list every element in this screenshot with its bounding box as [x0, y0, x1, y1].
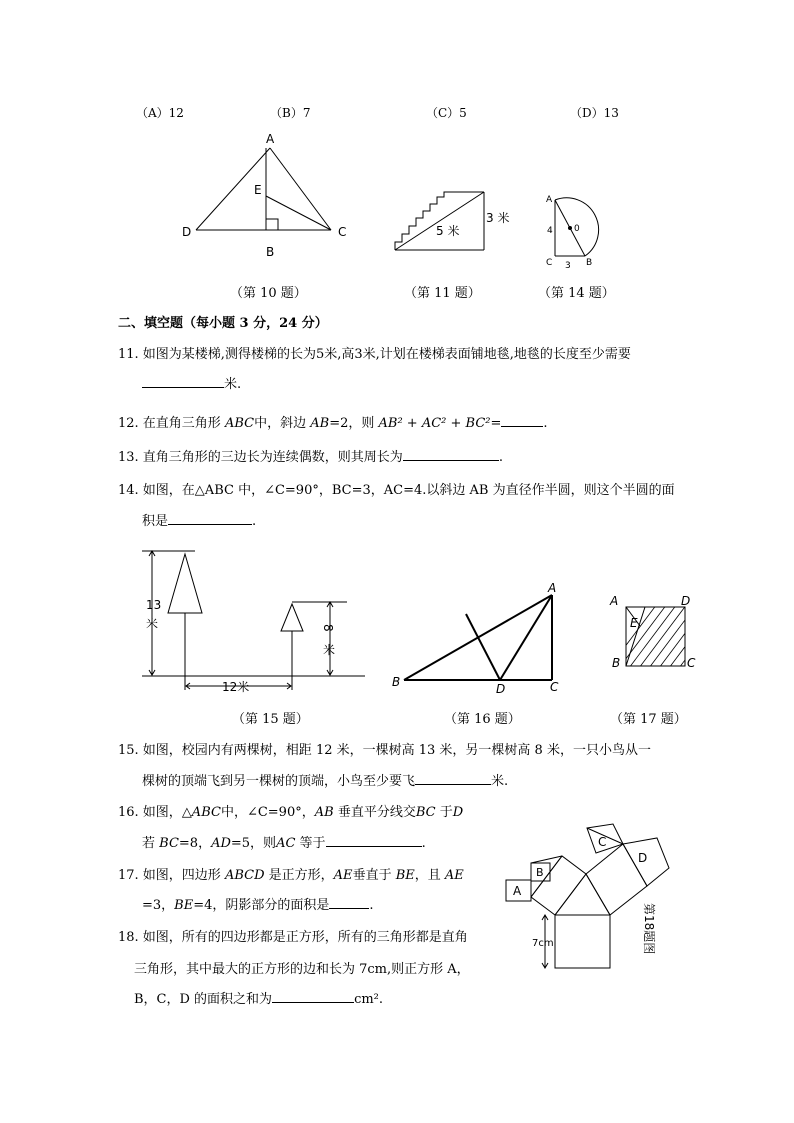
section-title: 二、填空题（每小题 3 分，24 分） — [118, 316, 328, 331]
fig18-label-a: A — [513, 884, 522, 898]
fig15-h8: 8 — [321, 624, 335, 632]
fig14-label-cb: 3 — [565, 261, 571, 271]
fig17-label-d: D — [681, 594, 691, 608]
q17-line2: =3，BE=4，阴影部分的面积是 . — [142, 894, 374, 913]
option-c: （C）5 — [426, 106, 467, 120]
fig16-label-d: D — [496, 682, 506, 696]
option-b: （B）7 — [270, 106, 311, 120]
option-d: （D）13 — [570, 106, 619, 120]
q12-line: 12. 在直角三角形 ABC中，斜边 AB=2，则 AB² + AC² + BC²= . — [118, 412, 548, 431]
q17-line1: 17. 如图，四边形 ABCD 是正方形，AE垂直于 BE，且 AE — [118, 868, 464, 883]
fig14-label-o: 0 — [574, 224, 580, 234]
q11-line2: 米. — [142, 373, 241, 392]
q15-line1: 15. 如图，校园内有两棵树，相距 12 米，一棵树高 13 米，另一棵树高 8 米，一只小鸟从一 — [118, 743, 651, 758]
fig18-label-c: C — [598, 835, 607, 849]
fig10-label-d: D — [182, 225, 192, 239]
caption-16: （第 16 题） — [444, 712, 521, 727]
q16-line2: 若 BC=8，AD=5，则AC 等于 . — [142, 832, 426, 851]
q13-line: 13. 直角三角形的三边长为连续偶数，则其周长为 . — [118, 446, 503, 465]
fig18-label-b: B — [536, 866, 544, 879]
fig16-label-c: C — [550, 680, 559, 694]
fig15-m2: 米 — [323, 643, 336, 657]
caption-15: （第 15 题） — [232, 712, 309, 727]
fig10-label-b: B — [266, 245, 275, 259]
fig10-label-e: E — [254, 183, 262, 197]
q18-line1: 18. 如图，所有的四边形都是正方形，所有的三角形都是直角 — [118, 930, 468, 945]
caption-17: （第 17 题） — [610, 712, 687, 727]
q11-line1: 11. 如图为某楼梯,测得楼梯的长为5米,高3米,计划在楼梯表面铺地毯,地毯的长度至少需要 — [118, 347, 631, 362]
fig18-caption: 第18题图 — [642, 903, 656, 955]
fig10-label-c: C — [338, 225, 347, 239]
fig14-label-a: A — [546, 195, 553, 205]
fig17-label-b: B — [612, 656, 621, 670]
fig15-h13: 13 — [146, 598, 162, 612]
fig11-hyp-label: 5 米 — [436, 224, 460, 238]
fig14-label-c: C — [546, 258, 553, 268]
fig10-label-a: A — [266, 132, 275, 146]
fig18-length: 7cm — [532, 938, 554, 949]
caption-11: （第 11 题） — [404, 286, 481, 301]
fig16-label-a: A — [548, 581, 557, 595]
fig15-m1: 米 — [146, 617, 159, 631]
q14-line2: 积是 . — [142, 510, 256, 529]
fig18-label-d: D — [638, 851, 648, 865]
caption-10: （第 10 题） — [230, 286, 307, 301]
option-a: （A）12 — [136, 106, 184, 120]
fig14-label-b: B — [586, 258, 593, 268]
fig17-label-e: E — [630, 616, 638, 630]
fig16-label-b: B — [392, 675, 401, 689]
fig14-label-ac: 4 — [547, 226, 553, 236]
fig17-label-c: C — [687, 656, 696, 670]
fig17-label-a: A — [610, 594, 619, 608]
caption-14: （第 14 题） — [538, 286, 615, 301]
q15-line2: 棵树的顶端飞到另一棵树的顶端，小鸟至少要飞 米. — [142, 770, 508, 789]
fig11-height-label: 3 米 — [486, 211, 510, 225]
q14-line1: 14. 如图，在△ABC 中，∠C=90°，BC=3，AC=4.以斜边 AB 为直径作半圆，则这个半圆的面 — [118, 483, 675, 498]
q18-line2: 三角形，其中最大的正方形的边和长为 7cm,则正方形 A， — [134, 962, 470, 977]
q18-line3: B，C，D 的面积之和为 cm². — [134, 988, 383, 1007]
fig15-d12: 12米 — [222, 680, 250, 694]
q16-line1: 16. 如图，△ABC中，∠C=90°，AB 垂直平分线交BC 于D — [118, 805, 464, 820]
